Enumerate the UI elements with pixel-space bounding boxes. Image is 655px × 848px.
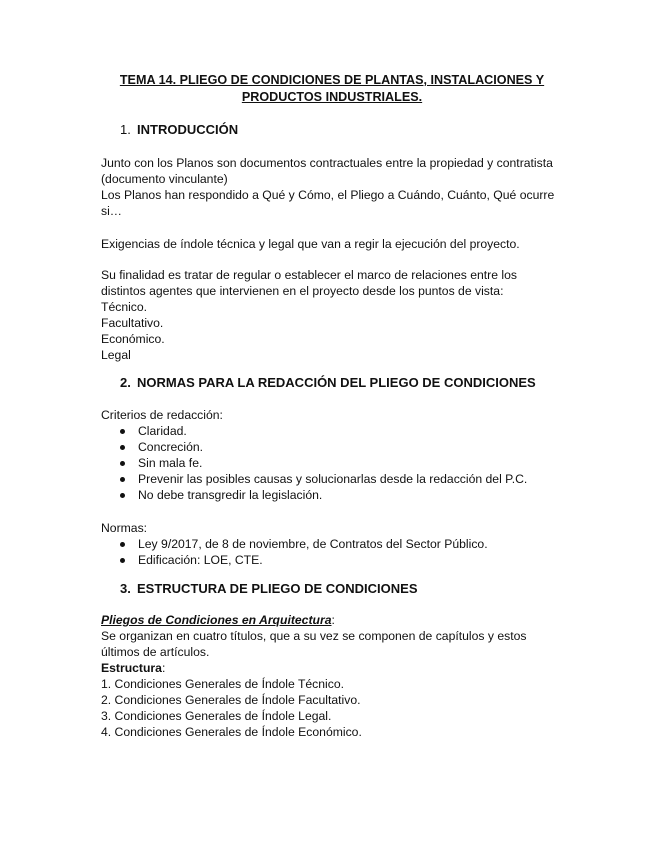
list-item: No debe transgredir la legislación.	[101, 487, 561, 503]
text-line: si…	[101, 204, 122, 218]
text-line: (documento vinculante)	[101, 172, 228, 186]
document-page	[101, 72, 561, 740]
title-line-2: PRODUCTOS INDUSTRIALES.	[241, 90, 423, 104]
structure-item: 1. Condiciones Generales de Índole Técnico.	[101, 677, 344, 691]
list-item: Ley 9/2017, de 8 de noviembre, de Contratos del Sector Público.	[101, 536, 561, 552]
viewpoint-item: Legal	[101, 348, 131, 362]
norms-label: Normas:	[101, 521, 148, 535]
section-heading-introduccion	[101, 121, 561, 138]
section-heading-normas	[101, 374, 561, 391]
text-line: distintos agentes que intervienen en el proyecto desde los puntos de vista:	[101, 284, 504, 298]
list-item: Edificación: LOE, CTE.	[101, 552, 561, 568]
text-line: Se organizan en cuatro títulos, que a su vez se componen de capítulos y estos	[101, 629, 527, 643]
intro-paragraph-1	[101, 155, 561, 219]
viewpoint-item: Facultativo.	[101, 316, 164, 330]
list-item: Concreción.	[101, 439, 561, 455]
section-title: ESTRUCTURA DE PLIEGO DE CONDICIONES	[137, 581, 418, 596]
section-heading-estructura	[101, 580, 561, 597]
viewpoint-item: Técnico.	[101, 300, 148, 314]
criteria-label: Criterios de redacción:	[101, 408, 223, 422]
estructura-label-line	[101, 660, 561, 676]
text-line: Junto con los Planos son documentos contractuales entre la propiedad y contratista	[101, 156, 553, 170]
text-line: últimos de artículos.	[101, 645, 210, 659]
section-number: 1.	[120, 122, 131, 137]
structure-item: 3. Condiciones Generales de Índole Legal.	[101, 709, 332, 723]
text-line: Los Planos han respondido a Qué y Cómo, el Pliego a Cuándo, Cuánto, Qué ocurre	[101, 188, 555, 202]
section-title: INTRODUCCIÓN	[137, 122, 239, 137]
title-line-1: TEMA 14. PLIEGO DE CONDICIONES DE PLANTAS, INSTALACIONES Y	[119, 73, 545, 87]
section-title: NORMAS PARA LA REDACCIÓN DEL PLIEGO DE CONDICIONES	[137, 375, 536, 390]
estructura-label: Estructura	[101, 661, 162, 675]
estructura-subheading: Pliegos de Condiciones en Arquitectura	[101, 613, 332, 627]
document-title	[97, 72, 567, 106]
text-line: Su finalidad es tratar de regular o establecer el marco de relaciones entre los	[101, 268, 517, 282]
intro-paragraph-3	[101, 267, 561, 363]
list-item: Prevenir las posibles causas y solucionarlas desde la redacción del P.C.	[101, 471, 561, 487]
list-item: Sin mala fe.	[101, 455, 561, 471]
norms-list	[101, 536, 561, 568]
estructura-subheading-line	[101, 612, 561, 628]
structure-item: 2. Condiciones Generales de Índole Facultativo.	[101, 693, 361, 707]
section-number: 3.	[120, 581, 131, 596]
structure-item: 4. Condiciones Generales de Índole Económico.	[101, 725, 362, 739]
list-item: Claridad.	[101, 423, 561, 439]
intro-paragraph-2: Exigencias de índole técnica y legal que van a regir la ejecución del proyecto.	[101, 237, 520, 251]
viewpoint-item: Económico.	[101, 332, 165, 346]
section-number: 2.	[120, 375, 131, 390]
criteria-list	[101, 423, 561, 503]
colon: :	[161, 661, 166, 675]
colon: :	[331, 613, 335, 627]
